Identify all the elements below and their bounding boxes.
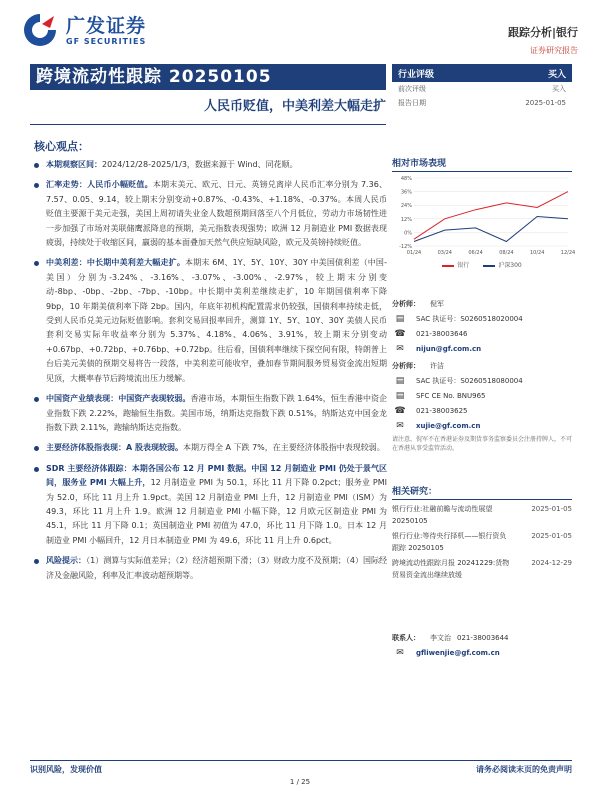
research-item-title: 银行行业:等待央行择机——银行资负跟踪 20250105 <box>392 532 507 552</box>
bullet-icon <box>34 261 39 266</box>
research-item-date: 2025-01-05 <box>531 532 572 540</box>
paragraph-lead: 汇率走势：人民币小幅贬值。 <box>46 180 153 190</box>
contact-phone: 021-38003644 <box>457 633 509 642</box>
report-title: 跨境流动性跟踪 20250105 <box>36 67 272 87</box>
paragraph-lead: 中国资产业绩表现：中国资产表现较弱。 <box>46 394 191 404</box>
market-section-title: 相对市场表现 <box>392 156 572 172</box>
y-axis <box>399 176 568 250</box>
relative-performance-chart <box>392 172 576 272</box>
title-band <box>30 64 386 90</box>
legend-swatch-index <box>483 265 495 267</box>
research-item-title: 银行行业:社融前瞻与流动性展望 20250105 <box>392 505 493 525</box>
legend-bank-label: 银行 <box>457 262 470 269</box>
footer-slogan: 识别风险，发现价值 <box>30 765 102 774</box>
mail-icon: ✉ <box>396 343 404 354</box>
logo-en: GF SECURITIES <box>66 36 147 46</box>
x-tick-label: 08/24 <box>499 250 514 256</box>
core-view-heading: 核心观点： <box>34 140 89 153</box>
market-section-title-wrap <box>392 156 572 172</box>
legend-index-label: 沪深300 <box>498 262 522 269</box>
bullet-icon <box>34 467 39 472</box>
analyst-row <box>392 388 572 403</box>
analyst-row <box>392 326 572 341</box>
analyst-row <box>392 418 572 433</box>
research-item-date: 2025-01-05 <box>531 505 572 513</box>
rating-label: 行业评级 <box>398 69 435 80</box>
paragraph-text: 本期末美元、欧元、日元、英镑兑离岸人民币汇率分别为 7.36、7.57、0.05、9.14，较上期末分别变动+0.87%、-0.43%、+1.18%、-0.37%。本周人民币贬值主要源于美元走强，美国上周初请失业金人数超预期回落至八个月低位，劳动力市场韧性进一步加强了市场对美联储鹰派降息的预期，美元指数表现强势；欧洲 12 月制造业 PMI 数据表现疲弱，持续处于收缩区间，羸弱的基本面叠加天然气供应短缺风险，欧元及英镑持续贬值。 <box>46 180 387 248</box>
footer-disclaimer-link: 请务必阅读末页的免责声明 <box>476 765 572 774</box>
id-card-icon: ▤ <box>395 313 405 324</box>
analyst-phone: 021-38003625 <box>416 406 468 415</box>
chart-svg <box>392 172 576 260</box>
analyst-email[interactable]: xujie@gf.com.cn <box>416 421 481 430</box>
report-header <box>0 0 600 62</box>
research-item[interactable] <box>392 527 572 554</box>
x-tick-label: 12/24 <box>560 250 576 256</box>
research-item[interactable] <box>392 500 572 527</box>
y-tick-label: 48% <box>400 176 412 182</box>
analyst-name: 许洁 <box>430 361 444 370</box>
paragraph-text: 香港市场，本期恒生指数下跌 1.64%，恒生香港中资企业指数下跌 2.22%，跑输恒生指数。美国市场，纳斯达克指数下跌 0.51%，纳斯达克中国金龙指数下跌 2.11%，跑输纳斯达克指数。 <box>46 394 387 432</box>
company-logo <box>20 10 146 50</box>
paragraph-text: 本期末 6M、1Y、5Y、10Y、30Y 中美国债利差（中国-美国）分别为-3.24%、-3.16%、-3.07%、-3.00%、-2.97%，较上期末分别变动-8bp、-0bp、-2bp、-7bp、-10bp。中长期中美利差继续走扩，10 年期国债利率下降 9bp，10 年期美债利率下降 2bp。国内，年底年初机构配置需求仍较强，国债利率持续走低，受到人民币兑美元边际贬值影响。套利交易回报率回升，测算 1Y、5Y、10Y、30Y 美债人民币套利交易实际年收益率分别为 5.37%、4.18%、4.06%、3.91%，较上期末分别变动+0.67bp、+0.72bp、+0.76bp、+0.72bp。往后看，国债利率继续下探空间有限，特朗普上台后美元美债的预期交易将告一段落，中美利差可能收窄，叠加春节期间服务贸易资金流出短期见顶，大概率春节后跨境流出压力缓解。 <box>46 258 387 383</box>
analyst-phone: 021-38003646 <box>416 329 468 338</box>
analyst-name: 倪军 <box>430 299 444 308</box>
contact-name: 李文治 <box>430 633 451 642</box>
x-tick-label: 10/24 <box>529 250 545 256</box>
paragraph-text: 12 月制造业 PMI 为 50.1，环比 11 月下降 0.2pct；服务业 PMI 为 52.0，环比 11 月上升 1.9pct。美国 12 月制造业 PMI 上升，12 月制造业 PMI（ISM）为 49.3，环比 11 月上升 1.9。欧洲 12 月制造业 PMI 小幅下降，12 月欧元区制造业 PMI 为 45.1，环比 11 月下降 0.1；英国制造业 PMI 初值为 47.0，环比 11 月下降 1.0。日本 12 月制造业 PMI 小幅回升，12 月日本制造业 PMI 为 49.6，环比 11 月上升 0.6pct。 <box>46 478 387 545</box>
report-subtitle: 人民币贬值，中美利差大幅走扩 <box>203 99 386 114</box>
research-item-title: 跨境流动性跟踪月报 20241229:货物贸易资金流出继续放缓 <box>392 559 510 579</box>
rating-value: 买入 <box>547 69 566 80</box>
paragraph-text: （1）测算与实际值差异；（2）经济超预期下滑；（3）财政力度不及预期；（4）国际经济及金融风险，利率及汇率波动超预期等。 <box>46 556 388 580</box>
contact-email[interactable]: gfliwenjie@gf.com.cn <box>416 648 500 657</box>
paragraph-lead: 中美利差：中长期中美利差大幅走扩。 <box>46 258 186 268</box>
page-number: 1 / 25 <box>289 778 311 786</box>
paragraph-lead: 本期观察区间： <box>46 160 102 169</box>
analyst-row <box>392 373 572 388</box>
analyst-sfc: SFC CE No. BNU965 <box>416 391 486 400</box>
bullet-icon <box>34 183 39 188</box>
report-date-row <box>392 96 572 110</box>
paragraph-fx <box>32 178 387 250</box>
gf-logo-icon <box>20 10 60 50</box>
phone-icon: ☎ <box>394 405 406 416</box>
paragraph-text: 2024/12/28-2025/1/3，数据来源于 Wind、同花顺。 <box>102 160 298 169</box>
y-tick-label: 36% <box>400 189 412 196</box>
paragraph-lead: 主要经济体股指表现：A 股表现较弱。 <box>46 443 183 453</box>
x-tick-label: 01/24 <box>406 250 422 256</box>
contact-block <box>392 630 572 660</box>
analyst-disclaimer: 请注意，倪军不在香港证券及期货事务监察委员会注册持牌人，不可在香港从事受监管活动。 <box>392 436 573 452</box>
bullet-icon <box>34 397 39 402</box>
analyst-block-2 <box>392 358 572 453</box>
title-divider <box>30 124 386 125</box>
legend-bank <box>442 260 469 269</box>
analyst-row <box>392 341 572 356</box>
analyst-row <box>392 311 572 326</box>
research-item-date: 2024-12-29 <box>531 559 572 567</box>
paragraph-lead: SDR 主要经济体跟踪：本期各国公布 12 月 PMI 数据。中国 12 月制造业 PMI 仍处于景气区间，服务业 PMI 大幅上升， <box>46 463 387 488</box>
id-card-icon: ▤ <box>395 375 405 386</box>
report-date-label: 报告日期 <box>398 99 426 107</box>
y-tick-label: 12% <box>400 216 412 223</box>
rating-header <box>392 64 572 82</box>
paragraph-risk <box>32 554 387 583</box>
report-type: 证券研究报告 <box>530 46 578 55</box>
footer-divider <box>30 760 572 761</box>
paragraph-lead: 风险提示： <box>46 556 87 566</box>
paragraph-indices <box>32 441 387 455</box>
bullet-icon <box>34 163 39 168</box>
paragraph-sdr <box>32 462 387 548</box>
analyst-label: 分析师： <box>392 361 420 370</box>
id-card-icon: ▤ <box>395 390 405 401</box>
legend-index <box>483 260 521 269</box>
logo-cn: 广发证券 <box>66 14 147 37</box>
mail-icon: ✉ <box>396 647 404 658</box>
research-item[interactable] <box>392 554 572 581</box>
core-view-body <box>32 158 387 589</box>
rating-box <box>392 64 572 110</box>
mail-icon: ✉ <box>396 420 404 431</box>
report-category: 跟踪分析|银行 <box>507 26 578 39</box>
y-tick-label: 0% <box>404 230 412 237</box>
phone-icon: ☎ <box>394 328 406 339</box>
paragraph-spread <box>32 256 387 386</box>
prev-rating-row <box>392 82 572 96</box>
y-tick-label: 24% <box>400 203 412 210</box>
analyst-name-row <box>392 358 572 373</box>
analyst-sac: SAC 执证号：S0260518080004 <box>416 376 523 385</box>
analyst-sac: SAC 执证号：S0260518020004 <box>416 314 523 323</box>
bullet-icon <box>34 559 39 564</box>
x-tick-label: 03/24 <box>437 250 453 256</box>
bullet-icon <box>34 446 39 451</box>
research-title: 相关研究： <box>392 484 572 500</box>
x-tick-label: 06/24 <box>468 250 483 256</box>
analyst-block-1 <box>392 296 572 356</box>
contact-row <box>392 645 572 660</box>
prev-rating-value: 买入 <box>552 85 566 93</box>
analyst-name-row <box>392 296 572 311</box>
series-line-index <box>414 217 568 242</box>
paragraph-text: 本期万得全 A 下跌 7%，在主要经济体股指中表现较弱。 <box>182 443 385 453</box>
analyst-email[interactable]: nijun@gf.com.cn <box>416 344 482 353</box>
x-axis <box>407 250 575 256</box>
contact-row <box>392 630 572 645</box>
analyst-label: 分析师： <box>392 299 420 308</box>
analyst-row <box>392 403 572 418</box>
related-research <box>392 484 572 581</box>
paragraph-observation <box>32 158 387 172</box>
prev-rating-label: 前次评级 <box>398 85 426 93</box>
contact-label: 联系人： <box>392 633 420 642</box>
report-date-value: 2025-01-05 <box>525 99 566 107</box>
y-tick-label: -12% <box>399 244 412 250</box>
paragraph-china-assets <box>32 392 387 435</box>
series-line-bank <box>414 192 568 240</box>
chart-legend <box>392 260 572 269</box>
legend-swatch-bank <box>442 265 454 267</box>
